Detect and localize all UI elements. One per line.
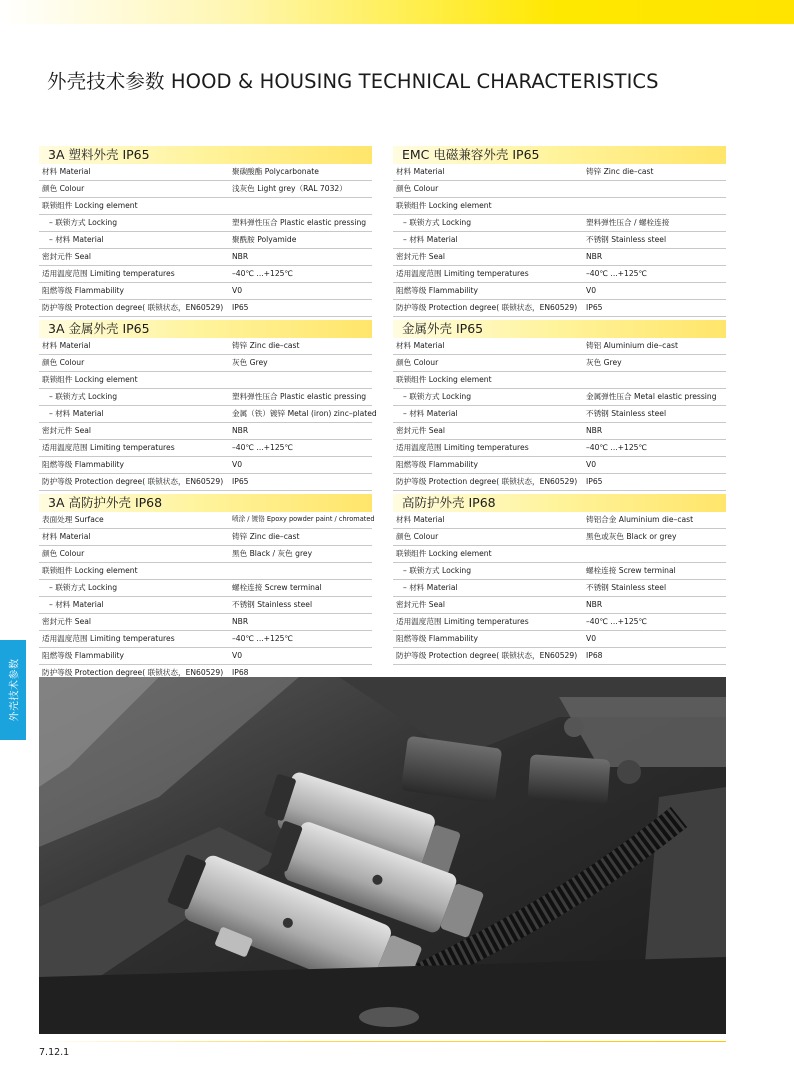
- row-value: IP68: [232, 668, 249, 677]
- table-row: [39, 338, 372, 355]
- row-label: 防护等级 Protection degree( 联锁状态，EN60529): [42, 668, 224, 677]
- table-row: [39, 440, 372, 457]
- row-value: 铸锌 Zinc die–cast: [232, 532, 300, 541]
- row-label: 材料 Material: [42, 167, 91, 176]
- table-row: [393, 215, 726, 232]
- row-label: 密封元件 Seal: [396, 252, 446, 261]
- row-label: – 材料 Material: [403, 409, 458, 418]
- row-value: NBR: [232, 426, 249, 435]
- row-label: 颜色 Colour: [396, 184, 439, 193]
- row-label: 密封元件 Seal: [42, 252, 92, 261]
- table-row: [393, 198, 726, 215]
- spec-table-3a-metal: [39, 320, 377, 491]
- table-row: [39, 406, 377, 423]
- table-row: [39, 300, 372, 317]
- row-value: NBR: [232, 617, 249, 626]
- row-value: 灰色 Grey: [586, 358, 622, 367]
- row-label: – 材料 Material: [49, 235, 104, 244]
- row-value: IP68: [586, 651, 603, 660]
- page-title: 外壳技术参数 HOOD & HOUSING TECHNICAL CHARACTERISTICS: [47, 70, 659, 93]
- row-label: 材料 Material: [42, 341, 91, 350]
- row-label: 密封元件 Seal: [42, 426, 92, 435]
- row-label: 适用温度范围 Limiting temperatures: [42, 269, 175, 278]
- row-value: 塑料弹性压合 Plastic elastic pressing: [232, 218, 367, 227]
- row-value: NBR: [586, 600, 603, 609]
- row-label: 适用温度范围 Limiting temperatures: [396, 443, 529, 452]
- row-label: – 联锁方式 Locking: [403, 392, 472, 401]
- table-row: [39, 283, 372, 300]
- row-value: 聚酰胺 Polyamide: [232, 235, 297, 244]
- table-title: 3A 高防护外壳 IP68: [39, 494, 372, 512]
- table-row: [393, 164, 726, 181]
- table-row: [393, 614, 726, 631]
- row-label: 材料 Material: [396, 167, 445, 176]
- row-value: 不锈钢 Stainless steel: [586, 235, 667, 244]
- row-label: 颜色 Colour: [42, 549, 85, 558]
- table-title: 3A 金属外壳 IP65: [39, 320, 372, 338]
- row-value: 不锈钢 Stainless steel: [586, 583, 667, 592]
- row-value: IP65: [586, 477, 603, 486]
- table-row: [393, 631, 726, 648]
- row-value: V0: [232, 460, 243, 469]
- table-row: [39, 546, 372, 563]
- row-value: 不锈钢 Stainless steel: [232, 600, 313, 609]
- table-row: [393, 249, 726, 266]
- row-value: V0: [232, 651, 243, 660]
- row-value: 螺栓连接 Screw terminal: [232, 583, 322, 592]
- row-value: 灰色 Grey: [232, 358, 268, 367]
- table-row: [393, 440, 726, 457]
- row-label: 颜色 Colour: [42, 184, 85, 193]
- row-label: – 材料 Material: [403, 235, 458, 244]
- spec-table-metal: [393, 320, 726, 491]
- row-label: – 联锁方式 Locking: [403, 218, 472, 227]
- row-label: 防护等级 Protection degree( 联锁状态，EN60529): [396, 303, 578, 312]
- row-value: 聚碳酸酯 Polycarbonate: [232, 167, 319, 176]
- footer-rule: [39, 1041, 726, 1042]
- row-value: 浅灰色 Light grey（RAL 7032）: [232, 184, 347, 193]
- table-row: [39, 215, 372, 232]
- row-label: 防护等级 Protection degree( 联锁状态，EN60529): [42, 477, 224, 486]
- table-row: [393, 580, 726, 597]
- row-value: –40℃ ...+125℃: [232, 634, 294, 643]
- table-row: [393, 457, 726, 474]
- table-title: 3A 塑料外壳 IP65: [39, 146, 372, 164]
- row-value: 黑色 Black / 灰色 grey: [232, 549, 313, 558]
- table-row: [39, 474, 372, 491]
- table-row: [39, 164, 372, 181]
- row-label: – 联锁方式 Locking: [403, 566, 472, 575]
- row-label: 适用温度范围 Limiting temperatures: [42, 443, 175, 452]
- table-row: [393, 338, 726, 355]
- row-value: 不锈钢 Stainless steel: [586, 409, 667, 418]
- row-value: –40℃ ...+125℃: [586, 269, 648, 278]
- side-tab-label: 外壳技术参数: [9, 658, 21, 722]
- row-label: – 联锁方式 Locking: [49, 583, 118, 592]
- row-value: V0: [586, 460, 597, 469]
- table-row: [393, 389, 726, 406]
- table-row: [393, 563, 726, 580]
- table-row: [39, 614, 372, 631]
- row-value: 喷涂 / 镀铬 Epoxy powder paint / chromated: [232, 515, 375, 523]
- table-row: [39, 631, 372, 648]
- spec-table-high-protection: [393, 494, 726, 665]
- table-row: [39, 648, 372, 665]
- table-row: [393, 283, 726, 300]
- row-label: 颜色 Colour: [396, 532, 439, 541]
- row-value: NBR: [586, 426, 603, 435]
- table-row: [393, 648, 726, 665]
- row-label: 阻燃等级 Flammability: [396, 286, 478, 295]
- table-row: [393, 266, 726, 283]
- row-label: 联锁组件 Locking element: [396, 375, 492, 384]
- row-label: 密封元件 Seal: [42, 617, 92, 626]
- table-row: [393, 355, 726, 372]
- table-row: [393, 474, 726, 491]
- table-title: EMC 电磁兼容外壳 IP65: [393, 146, 726, 164]
- row-value: V0: [586, 634, 597, 643]
- row-label: 防护等级 Protection degree( 联锁状态，EN60529): [396, 477, 578, 486]
- table-row: [39, 181, 372, 198]
- row-label: 材料 Material: [396, 341, 445, 350]
- row-value: –40℃ ...+125℃: [586, 617, 648, 626]
- row-value: 塑料弹性压合 Plastic elastic pressing: [232, 392, 367, 401]
- row-value: 铸铝合金 Aluminium die–cast: [586, 515, 694, 524]
- row-label: 表面处理 Surface: [42, 515, 104, 524]
- row-label: 阻燃等级 Flammability: [42, 651, 124, 660]
- row-label: 适用温度范围 Limiting temperatures: [396, 617, 529, 626]
- table-row: [39, 529, 372, 546]
- section-side-tab: [0, 640, 26, 740]
- table-row: [393, 300, 726, 317]
- table-title: 高防护外壳 IP68: [393, 494, 726, 512]
- table-row: [39, 355, 372, 372]
- row-label: 联锁组件 Locking element: [42, 201, 138, 210]
- row-label: 联锁组件 Locking element: [42, 566, 138, 575]
- table-row: [393, 423, 726, 440]
- table-row: [39, 372, 372, 389]
- table-row: [393, 597, 726, 614]
- row-label: 适用温度范围 Limiting temperatures: [42, 634, 175, 643]
- spec-table-3a-plastic: [39, 146, 372, 317]
- row-value: 铸锌 Zinc die–cast: [232, 341, 300, 350]
- table-row: [39, 266, 372, 283]
- row-label: 适用温度范围 Limiting temperatures: [396, 269, 529, 278]
- spec-table-3a-high-protection: [39, 494, 375, 682]
- table-row: [39, 457, 372, 474]
- row-label: 阻燃等级 Flammability: [42, 460, 124, 469]
- row-label: 颜色 Colour: [396, 358, 439, 367]
- row-value: –40℃ ...+125℃: [586, 443, 648, 452]
- table-title: 金属外壳 IP65: [393, 320, 726, 338]
- table-row: [39, 198, 372, 215]
- row-value: NBR: [586, 252, 603, 261]
- row-label: 材料 Material: [42, 532, 91, 541]
- table-row: [39, 389, 372, 406]
- row-value: 金属弹性压合 Metal elastic pressing: [586, 392, 717, 401]
- row-label: 联锁组件 Locking element: [42, 375, 138, 384]
- photo-illustration: [39, 677, 726, 1034]
- row-label: 联锁组件 Locking element: [396, 201, 492, 210]
- table-row: [39, 563, 372, 580]
- table-row: [39, 423, 372, 440]
- row-label: – 材料 Material: [403, 583, 458, 592]
- table-row: [393, 232, 726, 249]
- row-label: – 联锁方式 Locking: [49, 392, 118, 401]
- row-value: –40℃ ...+125℃: [232, 269, 294, 278]
- row-value: IP65: [232, 477, 249, 486]
- row-value: V0: [232, 286, 243, 295]
- table-row: [39, 249, 372, 266]
- row-value: IP65: [586, 303, 603, 312]
- row-label: 颜色 Colour: [42, 358, 85, 367]
- row-value: NBR: [232, 252, 249, 261]
- table-row: [39, 580, 372, 597]
- table-row: [393, 406, 726, 423]
- row-value: 铸铝 Aluminium die–cast: [586, 341, 678, 350]
- row-label: 阻燃等级 Flammability: [42, 286, 124, 295]
- table-row: [39, 597, 372, 614]
- table-row: [393, 512, 726, 529]
- row-value: V0: [586, 286, 597, 295]
- table-row: [393, 181, 726, 198]
- table-row: [39, 232, 372, 249]
- page-number: 7.12.1: [39, 1047, 70, 1058]
- table-row: [393, 372, 726, 389]
- row-label: 防护等级 Protection degree( 联锁状态，EN60529): [42, 303, 224, 312]
- row-value: 黑色或灰色 Black or grey: [586, 532, 677, 541]
- spec-table-emc: [393, 146, 726, 317]
- row-value: 金属（铁）镀锌 Metal (iron) zinc–plated: [232, 409, 377, 418]
- row-label: 防护等级 Protection degree( 联锁状态，EN60529): [396, 651, 578, 660]
- row-label: 材料 Material: [396, 515, 445, 524]
- table-row: [393, 529, 726, 546]
- row-label: – 材料 Material: [49, 409, 104, 418]
- top-yellow-band: [0, 0, 794, 24]
- row-label: 阻燃等级 Flammability: [396, 634, 478, 643]
- row-label: 联锁组件 Locking element: [396, 549, 492, 558]
- row-label: 阻燃等级 Flammability: [396, 460, 478, 469]
- table-row: [39, 512, 375, 529]
- row-label: – 材料 Material: [49, 600, 104, 609]
- row-value: –40℃ ...+125℃: [232, 443, 294, 452]
- row-label: 密封元件 Seal: [396, 600, 446, 609]
- row-label: 密封元件 Seal: [396, 426, 446, 435]
- row-value: 铸锌 Zinc die–cast: [586, 167, 654, 176]
- row-value: 螺栓连接 Screw terminal: [586, 566, 676, 575]
- connector-housing-photo: [39, 677, 726, 1034]
- row-value: 塑料弹性压合 / 螺栓连接: [586, 218, 670, 227]
- row-value: IP65: [232, 303, 249, 312]
- table-row: [393, 546, 726, 563]
- row-label: – 联锁方式 Locking: [49, 218, 118, 227]
